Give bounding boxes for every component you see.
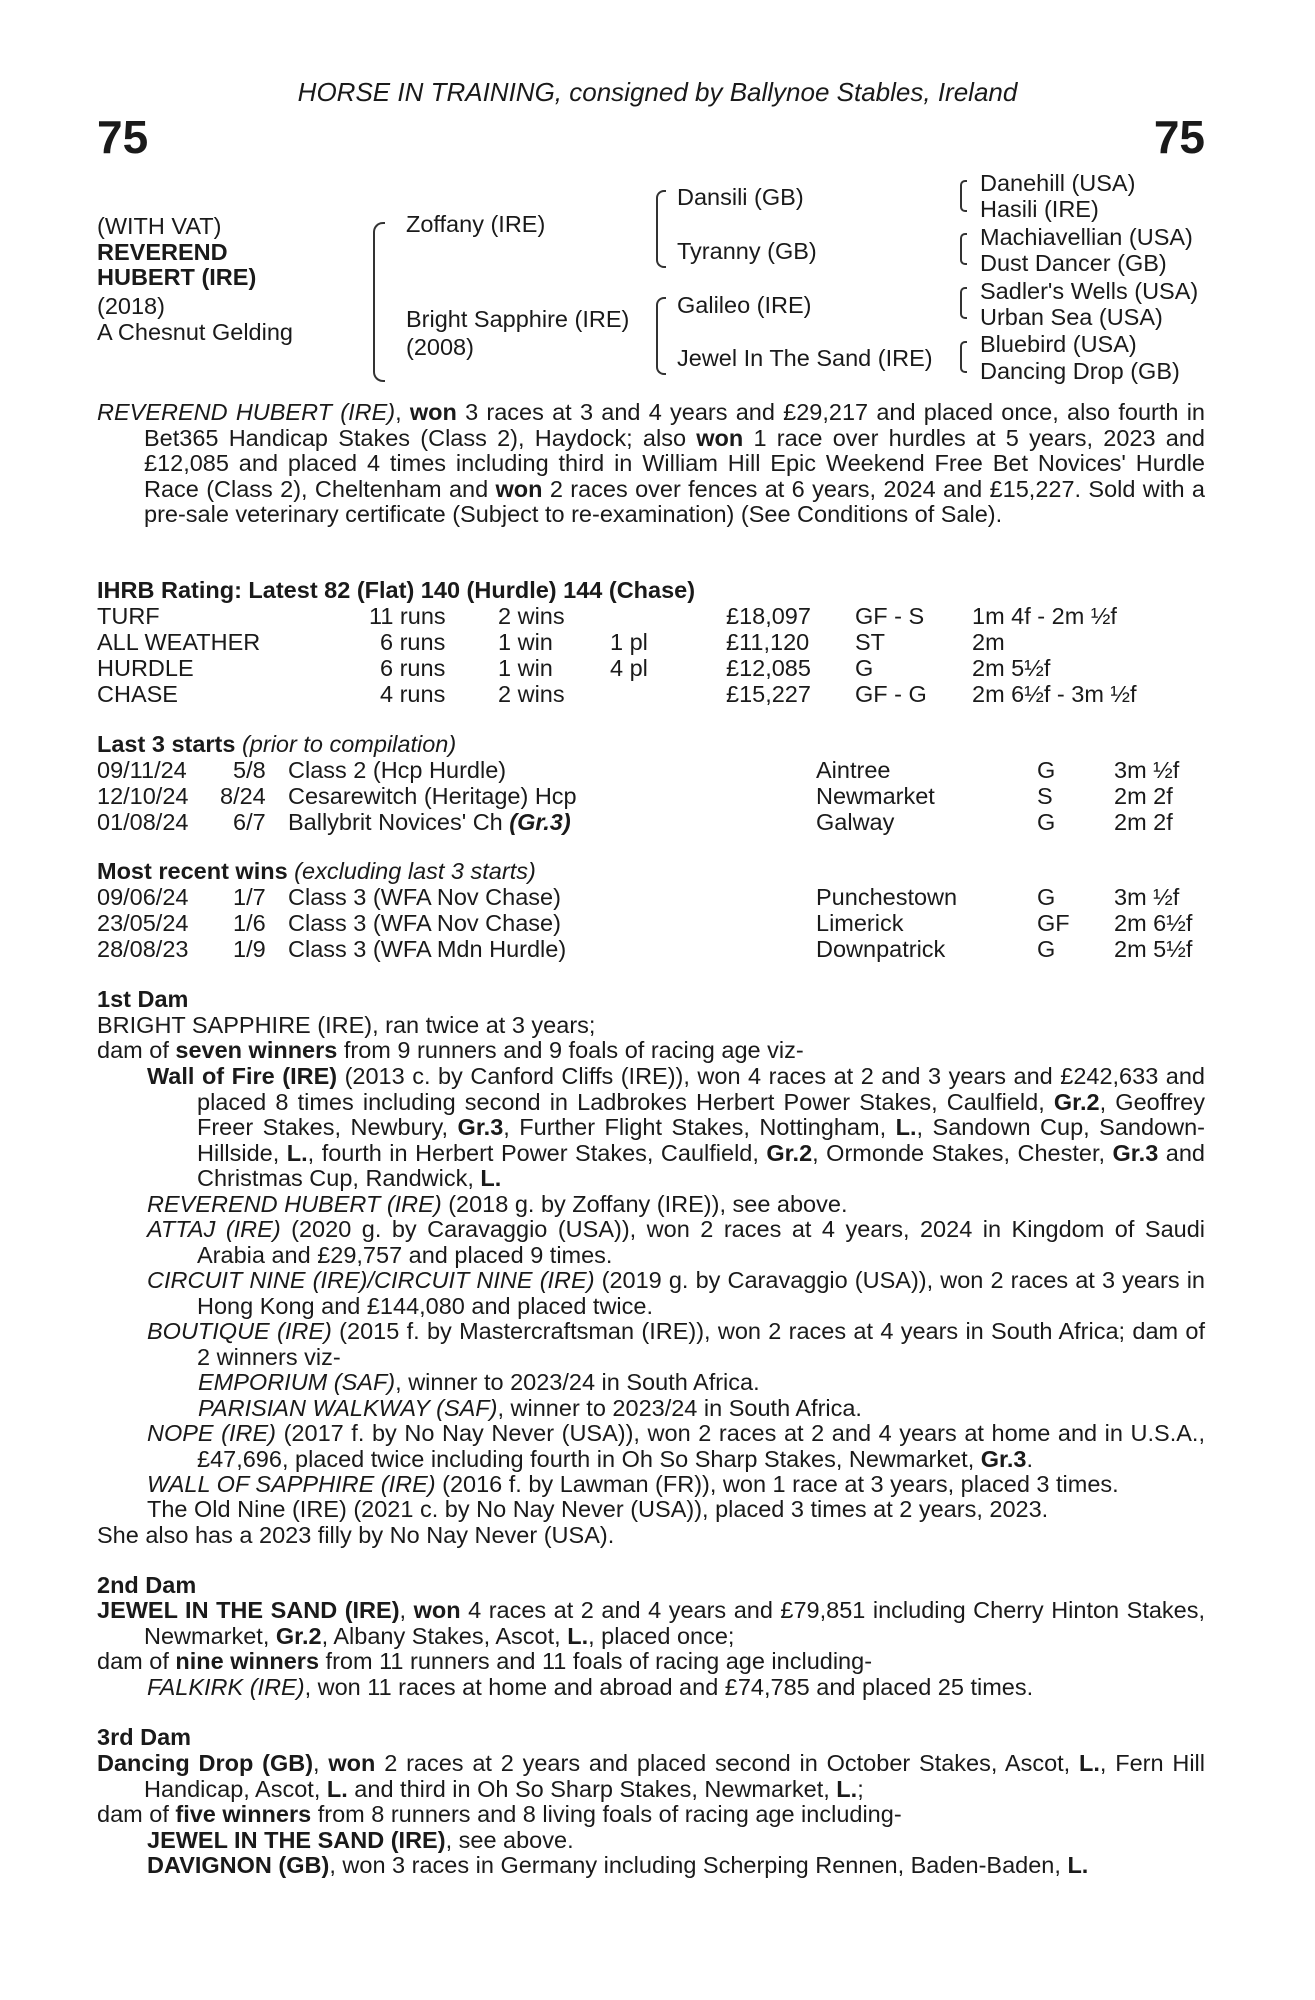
produce-falkirk: FALKIRK (IRE), won 11 races at home and abroad and £74,785 and placed 25 times. (147, 1674, 1034, 1700)
produce-attaj: ATTAJ (IRE) (2020 g. by Caravaggio (USA)), won 2 races at 4 years, 2024 in Kingdom of Saudi Arabia and £29,757 and placed 9 times. (147, 1216, 1205, 1268)
catalogue-header: HORSE IN TRAINING, consigned by Ballynoe Stables, Ireland (297, 77, 1018, 107)
third-dam-produce: dam of five winners from 8 runners and 8 living foals of racing age including- (97, 1801, 902, 1827)
first-dam-also: She also has a 2023 filly by No Nay Never (USA). (97, 1522, 615, 1548)
ggp-brace-1 (960, 180, 967, 212)
produce-wall-of-sapphire: WALL OF SAPPHIRE (IRE) (2016 f. by Lawman (FR)), won 1 race at 3 years, placed 3 times. (147, 1471, 1119, 1497)
dam-dam: Jewel In The Sand (IRE) (677, 345, 933, 371)
ggp-4: Dust Dancer (GB) (980, 250, 1167, 276)
sire-brace (656, 190, 666, 268)
produce-jewel-in-the-sand: JEWEL IN THE SAND (IRE), see above. (147, 1827, 574, 1853)
ggp-8: Dancing Drop (GB) (980, 358, 1180, 384)
ggp-brace-4 (960, 341, 967, 373)
produce-wall-of-fire: Wall of Fire (IRE) (2013 c. by Canford Cliffs (IRE)), won 4 races at 2 and 3 years and £242,633 and placed 8 times including second in Ladbrokes Herbert Power Stakes, Caulfield, Gr.2, Geoffrey Freer Stakes, Newbury, Gr.3, Further Flight Stakes, Nottingham, L., Sandown Cup, Sandown-Hillside, L., fourth in Herbert Power Stakes, Caulfield, Gr.2, Ormonde Stakes, Chester, Gr.3 and Christmas Cup, Randwick, L. (147, 1063, 1205, 1191)
ggp-7: Bluebird (USA) (980, 331, 1137, 357)
sire-dam: Tyranny (GB) (677, 238, 817, 264)
horse-description: A Chesnut Gelding (97, 319, 293, 345)
ggp-brace-2 (960, 233, 967, 265)
foaling-year: (2018) (97, 293, 165, 319)
lot-number-right: 75 (1153, 111, 1205, 163)
race-record-summary: REVEREND HUBERT (IRE), won 3 races at 3 and 4 years and £29,217 and placed once, also fourth in Bet365 Handicap Stakes (Class 2), Haydock; also won 1 race over hurdles at 5 years, 2023 and £12,085 and placed 4 times including third in William Hill Epic Weekend Free Bet Novices' Hurdle Race (Class 2), Cheltenham and won 2 races over fences at 6 years, 2024 and £15,227. Sold with a pre-sale veterinary certificate (Subject to re-examination) (See Conditions of Sale). (97, 399, 1205, 527)
produce-boutique: BOUTIQUE (IRE) (2015 f. by Mastercraftsman (IRE)), won 2 races at 4 years in South Africa; dam of 2 winners viz- (147, 1318, 1205, 1370)
ggp-1: Danehill (USA) (980, 170, 1136, 196)
produce-reverend-hubert: REVEREND HUBERT (IRE) (2018 g. by Zoffany (IRE)), see above. (147, 1191, 848, 1217)
first-dam-heading: 1st Dam (97, 986, 189, 1012)
last-starts-heading: Last 3 starts (prior to compilation) (97, 731, 457, 757)
ggp-6: Urban Sea (USA) (980, 304, 1163, 330)
horse-name-line2: HUBERT (IRE) (97, 264, 257, 290)
sire-sire: Dansili (GB) (677, 184, 804, 210)
third-dam-record: Dancing Drop (GB), won 2 races at 2 years and placed second in October Stakes, Ascot, L., Fern Hill Handicap, Ascot, L. and third in Oh So Sharp Stakes, Newmarket, L.; (97, 1750, 1205, 1802)
grandproduce-emporium: EMPORIUM (SAF), winner to 2023/24 in South Africa. (198, 1369, 760, 1395)
pedigree-brace-main (373, 222, 385, 382)
produce-davignon: DAVIGNON (GB), won 3 races in Germany including Scherping Rennen, Baden-Baden, L. (147, 1852, 1089, 1878)
vat-label: (WITH VAT) (97, 213, 222, 239)
dam-brace (656, 297, 666, 375)
ggp-5: Sadler's Wells (USA) (980, 278, 1199, 304)
horse-name-line1: REVEREND (97, 239, 228, 265)
ggp-brace-3 (960, 287, 967, 319)
grandproduce-parisian-walkway: PARISIAN WALKWAY (SAF), winner to 2023/24 in South Africa. (198, 1395, 862, 1421)
dam-name: Bright Sapphire (IRE) (406, 306, 630, 332)
produce-nope: NOPE (IRE) (2017 f. by No Nay Never (USA)), won 2 races at 2 and 4 years at home and in U.S.A., £47,696, placed twice including fourth in Oh So Sharp Stakes, Newmarket, Gr.3. (147, 1420, 1205, 1472)
ggp-2: Hasili (IRE) (980, 196, 1099, 222)
lot-number-left: 75 (97, 111, 149, 163)
third-dam-heading: 3rd Dam (97, 1724, 192, 1750)
dam-sire: Galileo (IRE) (677, 292, 812, 318)
second-dam-heading: 2nd Dam (97, 1572, 197, 1598)
ggp-3: Machiavellian (USA) (980, 224, 1193, 250)
produce-the-old-nine: The Old Nine (IRE) (2021 c. by No Nay Never (USA)), placed 3 times at 2 years, 2023. (147, 1496, 1049, 1522)
second-dam-produce: dam of nine winners from 11 runners and 11 foals of racing age including- (97, 1648, 873, 1674)
ratings-heading: IHRB Rating: Latest 82 (Flat) 140 (Hurdle) 144 (Chase) (97, 577, 696, 603)
dam-year: (2008) (406, 334, 474, 360)
first-dam-name: BRIGHT SAPPHIRE (IRE), ran twice at 3 years; (97, 1012, 596, 1038)
second-dam-record: JEWEL IN THE SAND (IRE), won 4 races at 2 and 4 years and £79,851 including Cherry Hinton Stakes, Newmarket, Gr.2, Albany Stakes, Ascot, L., placed once; (97, 1597, 1206, 1649)
produce-circuit-nine: CIRCUIT NINE (IRE)/CIRCUIT NINE (IRE) (2019 g. by Caravaggio (USA)), won 2 races at 3 years in Hong Kong and £144,080 and placed twice. (147, 1267, 1206, 1319)
recent-wins-heading: Most recent wins (excluding last 3 starts) (97, 858, 536, 884)
sire-name: Zoffany (IRE) (406, 211, 546, 237)
first-dam-produce: dam of seven winners from 9 runners and 9 foals of racing age viz- (97, 1037, 804, 1063)
